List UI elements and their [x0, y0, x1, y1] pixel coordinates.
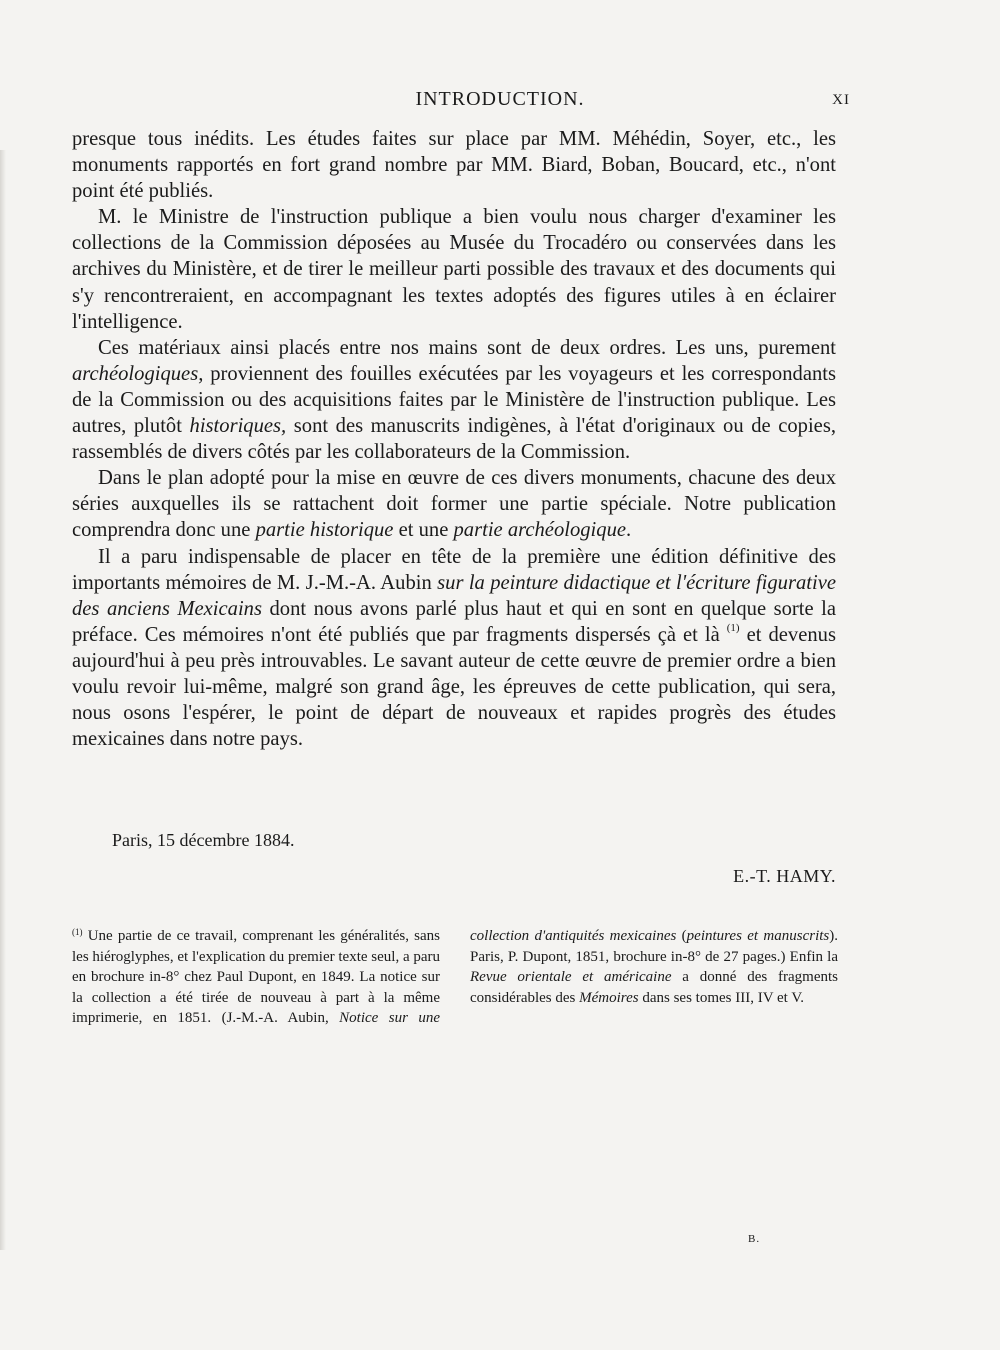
- text-run: (: [676, 928, 687, 944]
- paragraph-2: M. le Ministre de l'instruction publique a bien voulu nous charger d'examiner les collections de la Commission déposées au Musée du Trocadéro ou conservées dans les archives du Ministère, et de tirer le meilleur parti possible des travaux et des documents qui s'y rencontreraient, en accompagnant les textes adoptés des figures utiles à en éclairer l'intelligence.: [72, 206, 836, 333]
- text-run: proviennent des fouilles exécutées par les voyageurs et les correspondants de la Commission ou des acquisitions faites par le Ministère de l'instruction publique. Les autres, plutôt: [72, 362, 836, 438]
- footnote-1: [72, 926, 838, 1029]
- italic-term: historiques,: [189, 415, 287, 438]
- text-run: Il a paru indispensable de placer en tête de la première une édition définitive des importants mémoires de M. J.-M.-A. Aubin: [72, 545, 836, 594]
- italic-title: Revue orientale et américaine: [470, 969, 672, 986]
- dateline: Paris, 15 décembre 1884.: [112, 830, 295, 850]
- text-run: Une partie de ce travail, comprenant les généralités, sans les hiéroglyphes, et l'explication du premier texte seul, a paru en brochure in-8° chez Paul Dupont, en 1849. La notice sur la collection a été tirée de nouveau à part à la même imprimerie, en 1851. (J.-M.-A. Aubin,: [72, 928, 440, 1027]
- italic-term: partie archéologique: [453, 519, 627, 542]
- printer-signature-mark: B.: [748, 1233, 761, 1245]
- footnotes: [72, 926, 838, 1029]
- text-run: sont des manuscrits indigènes, à l'état d'originaux ou de copies, rassemblés de divers côtés par les collaborateurs de la Commission.: [72, 415, 836, 464]
- text-run: dans ses tomes III, IV et V.: [638, 989, 804, 1006]
- italic-term: archéologiques,: [72, 362, 204, 385]
- page-edge-shadow: [0, 150, 6, 1250]
- body-text: [72, 126, 836, 752]
- text-run: a donné des fragments considérables des: [470, 969, 838, 1006]
- running-header-title: INTRODUCTION.: [415, 88, 585, 110]
- footnote-marker: (1): [72, 927, 83, 937]
- text-run: ). Paris, P. Dupont, 1851, brochure in-8° de 27 pages.) Enfin la: [470, 928, 838, 965]
- paragraph-1: presque tous inédits. Les études faites sur place par MM. Méhédin, Soyer, etc., les monuments rapportés en fort grand nombre par MM. Biard, Boban, Boucard, etc., n'ont point été publiés.: [72, 128, 836, 203]
- text-run: .: [626, 519, 632, 542]
- text-run: dont nous avons parlé plus haut et qui en sont en quelque sorte la préface. Ces mémoires n'ont été publiés que par fragments dispersés çà et là: [72, 597, 836, 646]
- footnote-reference[interactable]: (1): [726, 621, 740, 634]
- italic-title: Mémoires: [579, 989, 639, 1006]
- text-run: et devenus aujourd'hui à peu près introuvables. Le savant auteur de cette œuvre de premier ordre a bien voulu revoir lui-même, malgré son grand âge, les épreuves de cette publication, qui sera, nous osons l'espérer, le point de départ de nouveaux et rapides progrès des études mexicaines dans notre pays.: [72, 623, 836, 751]
- paragraph-3: [72, 335, 836, 465]
- text-run: et une: [393, 519, 454, 542]
- italic-term: peintures et manuscrits: [686, 928, 830, 944]
- italic-title: Notice sur une collection d'antiquités mexicaines: [339, 928, 677, 1027]
- text-run: Ces matériaux ainsi placés entre nos mains sont de deux ordres. Les uns, purement: [98, 336, 836, 359]
- paragraph-4: [72, 465, 836, 543]
- page-number: XI: [832, 92, 850, 108]
- text-run: Dans le plan adopté pour la mise en œuvre de ces divers monuments, chacune des deux séries auxquelles ils se rattachent doit former une partie spéciale. Notre publication comprendra donc une: [72, 467, 836, 542]
- paragraph-5: [72, 544, 836, 753]
- author-signature: E.-T. HAMY.: [733, 866, 836, 886]
- italic-title: sur la peinture didactique et l'écriture figurative des anciens Mexicains: [72, 571, 836, 620]
- italic-term: partie historique: [255, 519, 394, 542]
